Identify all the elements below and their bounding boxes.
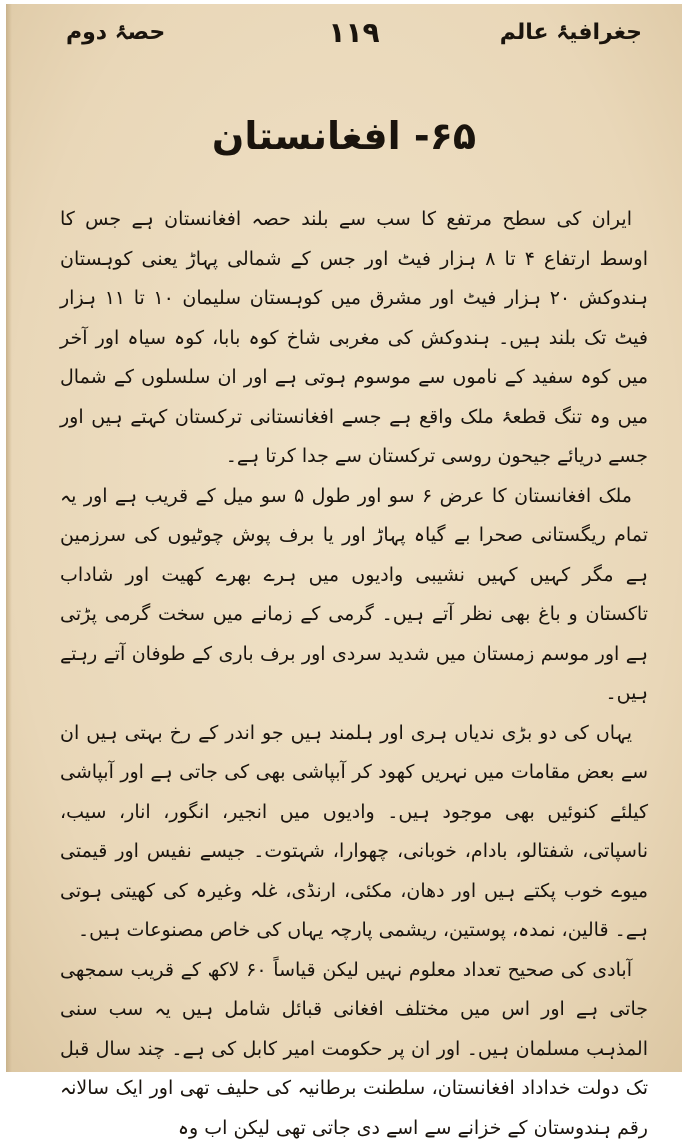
paragraph: آبادی کی صحیح تعداد معلوم نہیں لیکن قیاساً ۶۰ لاکھ کے قریب سمجھی جاتی ہے اور اس میں مختلف افغانی قبائل شامل ہیں یہ سب سنی المذہب مسلمان ہیں۔ اور ان پر حکومت امیر کابل کی ہے۔ چند سال قبل تک دولت خداداد افغانستان، سلطنت برطانیہ کی حلیف تھی اور ایک سالانہ رقم ہندوستان کے خزانے سے اسے دی جاتی تھی لیکن اب وہ bbox=[60, 951, 648, 1148]
page-edge-shadow bbox=[6, 4, 12, 1072]
paragraph: ملک افغانستان کا عرض ۶ سو اور طول ۵ سو میل کے قریب ہے اور یہ تمام ریگستانی صحرا بے گیاہ پہاڑ اور یا برف پوش چوٹیوں کی سرزمین ہے مگر کہیں کہیں نشیبی وادیوں میں ہرے بھرے کھیت اور شاداب تاکستان و باغ بھی نظر آتے ہیں۔ گرمی کے زمانے میں سخت گرمی پڑتی ہے اور موسم زمستان میں شدید سردی اور برف باری کے طوفان آتے رہتے ہیں۔ bbox=[60, 477, 648, 714]
paragraph: یہاں کی دو بڑی ندیاں ہری اور ہلمند ہیں جو اندر کے رخ بہتی ہیں ان سے بعض مقامات میں نہریں کھود کر آبپاشی بھی کی جاتی ہے اور آبپاشی کیلئے کنوئیں بھی موجود ہیں۔ وادیوں میں انجیر، انگور، انار، سیب، ناسپاتی، شفتالو، بادام، خوبانی، چھوارا، شہتوت۔ جیسے نفیس اور قیمتی میوے خوب پکتے ہیں اور دھان، مکئی، ارنڈی، غلہ وغیرہ کی کھیتی ہوتی ہے۔ قالین، نمدہ، پوستین، ریشمی پارچہ یہاں کی خاص مصنوعات ہیں۔ bbox=[60, 714, 648, 951]
body-text bbox=[60, 200, 648, 1148]
running-header bbox=[66, 14, 642, 58]
page-number: ۱۱۹ bbox=[328, 16, 379, 49]
chapter-heading: ۶۵- افغانستان bbox=[6, 114, 682, 158]
book-title: جغرافیۂ عالم bbox=[500, 20, 642, 45]
paragraph: ایران کی سطح مرتفع کا سب سے بلند حصہ افغانستان ہے جس کا اوسط ارتفاع ۴ تا ۸ ہزار فیٹ اور جس کے شمالی پہاڑ یعنی کوہستان ہندوکش ۲۰ ہزار فیٹ اور مشرق میں کوہستان سلیمان ۱۰ تا ۱۱ ہزار فیٹ تک بلند ہیں۔ ہندوکش کی مغربی شاخ کوہ بابا، کوہ سیاہ اور آخر میں کوہ سفید کے ناموں سے موسوم ہوتی ہے اور ان سلسلوں کے شمال میں وہ تنگ قطعۂ ملک واقع ہے جسے افغانستانی ترکستان کہتے ہیں اور جسے دریائے جیحون روسی ترکستان سے جدا کرتا ہے۔ bbox=[60, 200, 648, 477]
book-page bbox=[6, 4, 682, 1072]
part-label: حصۂ دوم bbox=[66, 20, 165, 45]
